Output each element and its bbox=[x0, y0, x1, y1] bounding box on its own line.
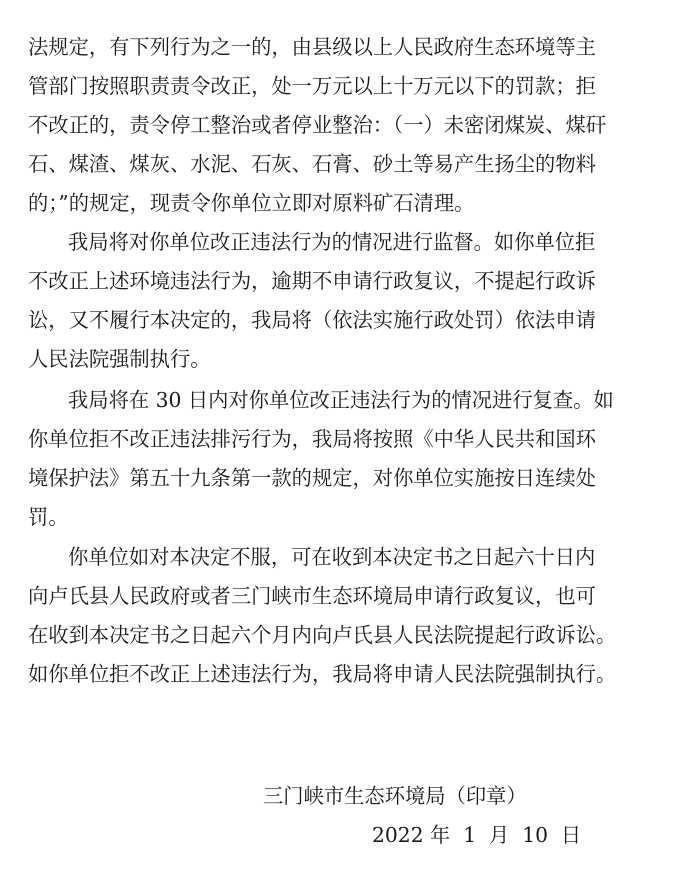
issue-date: 2022 年 1 月 10 日 bbox=[372, 823, 582, 847]
paragraph-3-line-2: 你单位拒不改正违法排污行为，我局将按照《中华人民共和国环 bbox=[28, 427, 596, 451]
paragraph-2-line-4: 人民法院强制执行。 bbox=[28, 347, 211, 371]
paragraph-1-line-4: 石、煤渣、煤灰、水泥、石灰、石膏、砂土等易产生扬尘的物料 bbox=[28, 152, 596, 176]
paragraph-4-line-2: 向卢氏县人民政府或者三门峡市生态环境局申请行政复议，也可 bbox=[28, 584, 596, 608]
paragraph-2-line-3: 讼，又不履行本决定的，我局将（依法实施行政处罚）依法申请 bbox=[28, 308, 596, 332]
paragraph-1-line-1: 法规定，有下列行为之一的，由县级以上人民政府生态环境等主 bbox=[28, 35, 596, 59]
paragraph-1-line-3: 不改正的，责令停工整治或者停业整治：（一）未密闭煤炭、煤矸 bbox=[28, 113, 607, 137]
issuer-signature: 三门峡市生态环境局（印章） bbox=[263, 784, 527, 808]
paragraph-2-line-2: 不改正上述环境违法行为，逾期不申请行政复议，不提起行政诉 bbox=[28, 269, 596, 293]
paragraph-4-line-4: 如你单位拒不改正上述违法行为，我局将申请人民法院强制执行。 bbox=[28, 662, 617, 686]
paragraph-4-line-3: 在收到本决定书之日起六个月内向卢氏县人民法院提起行政诉讼。 bbox=[28, 623, 617, 647]
paragraph-4-line-1: 你单位如对本决定不服，可在收到本决定书之日起六十日内 bbox=[68, 545, 596, 569]
paragraph-3-line-4: 罚。 bbox=[28, 505, 69, 529]
paragraph-2-line-1: 我局将对你单位改正违法行为的情况进行监督。如你单位拒 bbox=[68, 230, 596, 254]
paragraph-1-line-5: 的；”的规定，现责令你单位立即对原料矿石清理。 bbox=[28, 191, 475, 215]
paragraph-3-line-1: 我局将在 30 日内对你单位改正违法行为的情况进行复查。如 bbox=[68, 388, 614, 412]
paragraph-1-line-2: 管部门按照职责责令改正，处一万元以上十万元以下的罚款；拒 bbox=[28, 74, 596, 98]
paragraph-3-line-3: 境保护法》第五十九条第一款的规定，对你单位实施按日连续处 bbox=[28, 466, 596, 490]
